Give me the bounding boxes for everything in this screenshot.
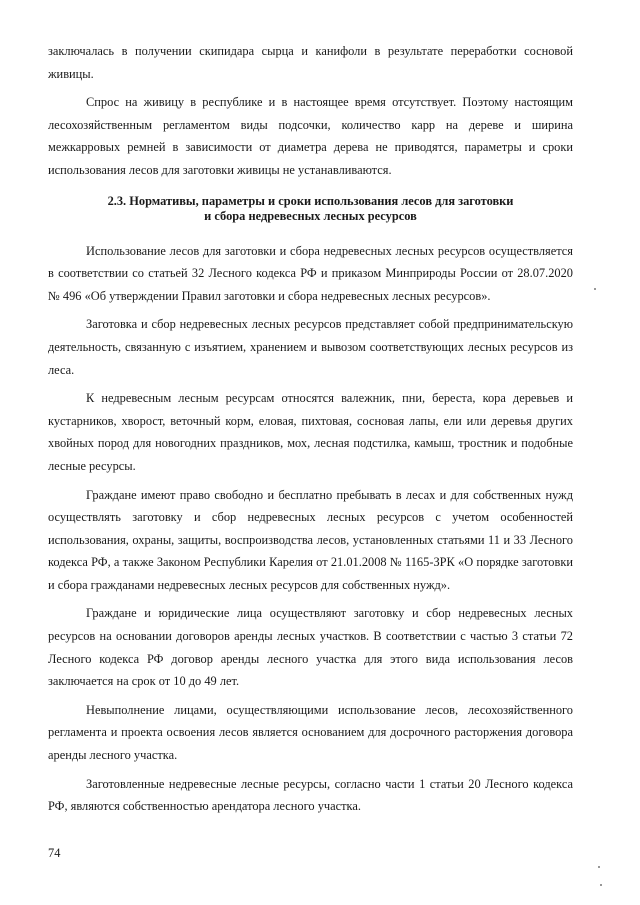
paragraph-lease-termination: Невыполнение лицами, осуществляющими использование лесов, лесохозяйственного регламента и проекта освоения лесов является основанием для досрочного расторжения договора аренды лесного участка. (48, 702, 573, 763)
paragraph-citizens-rights: Граждане имеют право свободно и бесплатно пребывать в лесах и для собственных нужд осуществлять заготовку и сбор недревесных лесных ресурсов с учетом особенностей использования, охраны, защиты, воспроизводства лесов, установленных статьями 11 и 33 Лесного кодекса РФ, а также Законом Республики Карелия от 21.01.2008 № 1165-ЗРК «О порядке заготовки и сбора гражданами недревесных лесных ресурсов для собственных нужд». (48, 487, 573, 592)
paragraph-business-activity: Заготовка и сбор недревесных лесных ресурсов представляет собой предпринимательскую деятельность, связанную с изъятием, хранением и вывозом соответствующих лесных ресурсов из леса. (48, 317, 573, 377)
section-heading-line-2: и сбора недревесных лесных ресурсов (204, 208, 417, 223)
section-heading (48, 194, 573, 224)
paragraph-resource-list: К недревесным лесным ресурсам относятся валежник, пни, береста, кора деревьев и кустарников, хворост, веточный корм, еловая, пихтовая, сосновая лапы, ели или деревья других хвойных пород для новогодних праздников, мох, лесная подстилка, камыш, тростник и подобные лесные ресурсы. (48, 391, 573, 473)
scan-speck (600, 884, 602, 886)
page-body (48, 40, 573, 824)
paragraph-ownership: Заготовленные недревесные лесные ресурсы, согласно части 1 статьи 20 Лесного кодекса РФ, являются собственностью арендатора лесного участка. (48, 776, 573, 814)
scan-speck (594, 288, 596, 290)
scan-speck (598, 866, 600, 868)
paragraph-continuation: заключалась в получении скипидара сырца и канифоли в результате переработки сосновой живицы. (48, 44, 573, 81)
section-heading-line-1: 2.3. Нормативы, параметры и сроки использования лесов для заготовки (107, 193, 514, 208)
paragraph-lease-agreements: Граждане и юридические лица осуществляют заготовку и сбор недревесных лесных ресурсов на основании договоров аренды лесных участков. В соответствии с частью 3 статьи 72 Лесного кодекса РФ договор аренды лесного участка для этого вида использования лесов заключается на срок от 10 до 49 лет. (48, 606, 573, 689)
paragraph-resin-demand: Спрос на живицу в республике и в настоящее время отсутствует. Поэтому настоящим лесохозяйственным регламентом виды подсочки, количество карр на дереве и ширина межкарровых ремней в зависимости от диаметра дерева не приводятся, параметры и сроки использования лесов для заготовки живицы не устанавливаются. (48, 95, 573, 177)
paragraph-legal-basis: Использование лесов для заготовки и сбора недревесных лесных ресурсов осуществляется в соответствии со статьей 32 Лесного кодекса РФ и приказом Минприроды России от 28.07.2020 № 496 «Об утверждении Правил заготовки и сбора недревесных лесных ресурсов». (48, 243, 573, 303)
page-number: 74 (48, 846, 61, 860)
